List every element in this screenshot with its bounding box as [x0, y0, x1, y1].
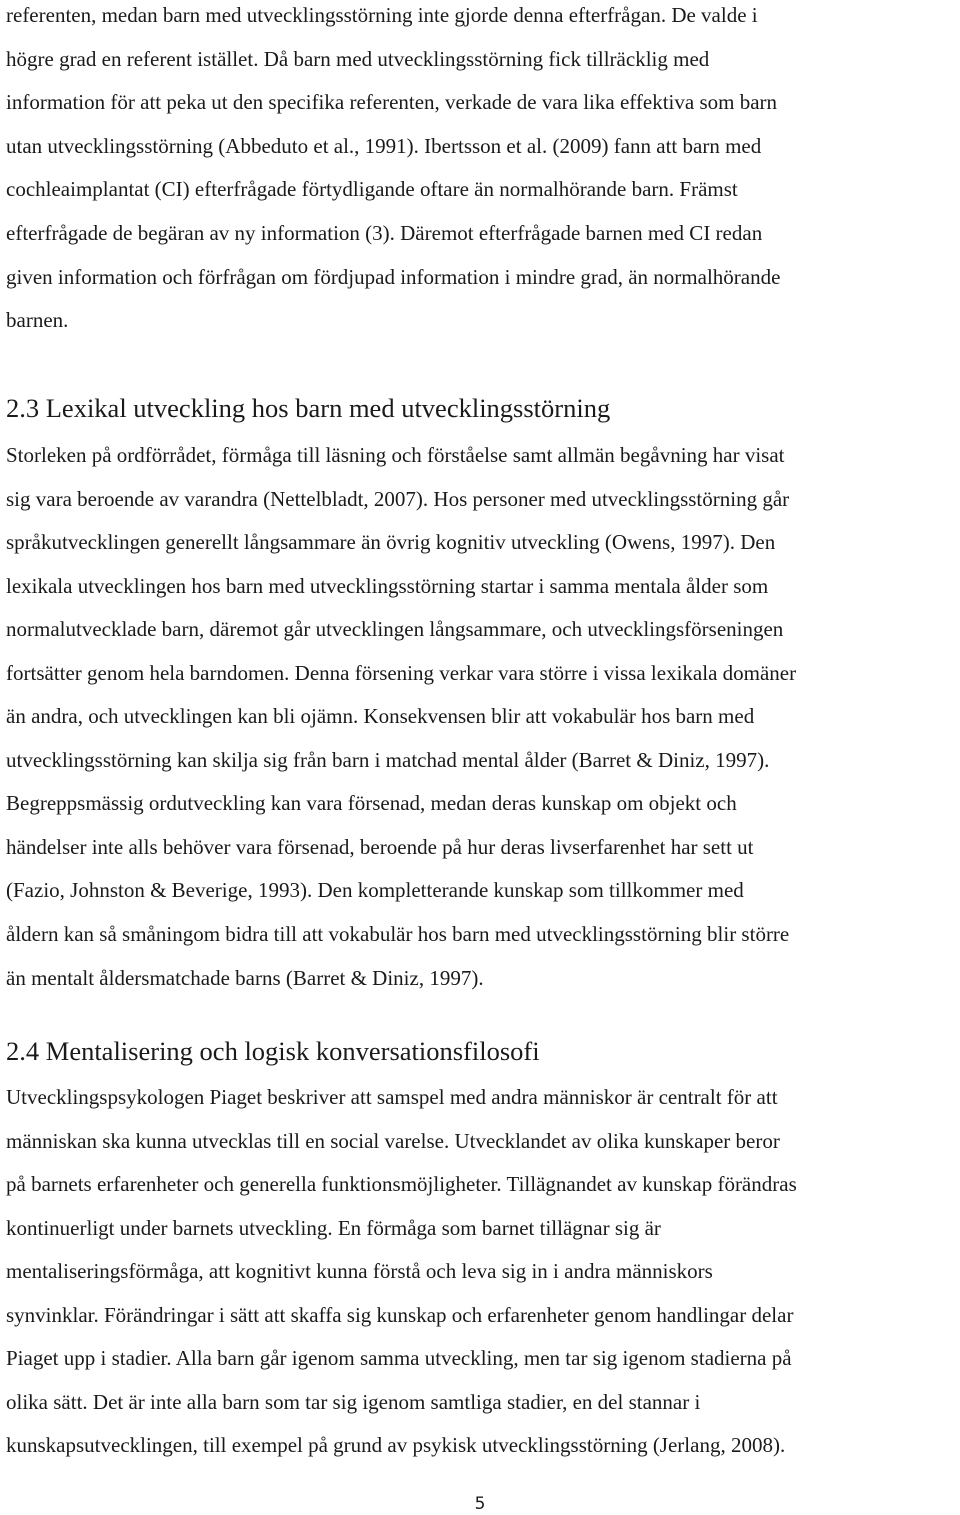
text-line: olika sätt. Det är inte alla barn som tar sig igenom samtliga stadier, en del stannar i: [6, 1389, 701, 1414]
text-line: åldern kan så småningom bidra till att vokabulär hos barn med utvecklingsstörning blir större: [6, 922, 790, 947]
text-line: mentaliseringsförmåga, att kognitivt kunna förstå och leva sig in i andra människors: [6, 1259, 713, 1284]
page-number: 5: [474, 1494, 486, 1514]
text-line: kontinuerligt under barnets utveckling. En förmåga som barnet tillägnar sig är: [6, 1215, 661, 1240]
text-line: Piaget upp i stadier. Alla barn går igenom samma utveckling, men tar sig igenom stadierna på: [6, 1346, 792, 1371]
text-line: än mentalt åldersmatchade barns (Barret & Diniz, 1997).: [6, 965, 484, 990]
text-line: Utvecklingspsykologen Piaget beskriver att samspel med andra människor är centralt för att: [6, 1085, 778, 1109]
text-line: utan utvecklingsstörning (Abbeduto et al., 1991). Ibertsson et al. (2009) fann att barn med: [6, 133, 762, 158]
text-line: referenten, medan barn med utvecklingsstörning inte gjorde denna efterfrågan. De valde i: [6, 3, 758, 27]
text-line: sig vara beroende av varandra (Nettelbladt, 2007). Hos personer med utvecklingsstörning går: [6, 486, 790, 511]
text-line: normalutvecklade barn, däremot går utvecklingen långsammare, och utvecklingsförseningen: [6, 617, 784, 642]
paragraph-continued: [6, 0, 956, 343]
text-line: lexikala utvecklingen hos barn med utvecklingsstörning startar i samma mentala ålder som: [6, 573, 769, 598]
text-line: given information och förfrågan om fördjupad information i mindre grad, än normalhörande: [6, 264, 781, 289]
section-heading-2-4: 2.4 Mentalisering och logisk konversationsfilosofi: [6, 1036, 540, 1066]
section-heading-2-3: 2.3 Lexikal utveckling hos barn med utvecklingsstörning: [6, 393, 611, 423]
text-line: händelser inte alls behöver vara försenad, beroende på hur deras livserfarenhet har sett ut: [6, 834, 754, 859]
text-line: än andra, och utvecklingen kan bli ojämn. Konsekvensen blir att vokabulär hos barn med: [6, 704, 755, 729]
text-line: språkutvecklingen generellt långsammare än övrig kognitiv utveckling (Owens, 1997). Den: [6, 530, 776, 555]
text-line: information för att peka ut den specifika referenten, verkade de vara lika effektiva som barn: [6, 90, 778, 115]
text-line: synvinklar. Förändringar i sätt att skaffa sig kunskap och erfarenheter genom handlingar delar: [6, 1302, 794, 1327]
section-2-4-paragraph: [6, 1076, 956, 1468]
text-line: cochleaimplantat (CI) efterfrågade förtydligande oftare än normalhörande barn. Främst: [6, 177, 738, 202]
text-line: utvecklingsstörning kan skilja sig från barn i matchad mental ålder (Barret & Diniz, 1997).: [6, 747, 770, 772]
text-line: kunskapsutvecklingen, till exempel på grund av psykisk utvecklingsstörning (Jerlang, 2008).: [6, 1433, 786, 1458]
text-line: människan ska kunna utvecklas till en social varelse. Utvecklandet av olika kunskaper beror: [6, 1128, 780, 1153]
text-line: efterfrågade de begäran av ny information (3). Däremot efterfrågade barnen med CI redan: [6, 220, 763, 245]
text-line: Begreppsmässig ordutveckling kan vara försenad, medan deras kunskap om objekt och: [6, 791, 737, 816]
text-line: på barnets erfarenheter och generella funktionsmöjligheter. Tillägnandet av kunskap förändras: [6, 1172, 797, 1197]
text-line: (Fazio, Johnston & Beverige, 1993). Den kompletterande kunskap som tillkommer med: [6, 878, 744, 903]
text-line: Storleken på ordförrådet, förmåga till läsning och förståelse samt allmän begåvning har visat: [6, 443, 785, 467]
text-line: fortsätter genom hela barndomen. Denna försening verkar vara större i vissa lexikala domäner: [6, 660, 797, 685]
section-2-3-paragraph: [6, 434, 956, 1000]
text-line: barnen.: [6, 308, 69, 333]
text-line: högre grad en referent istället. Då barn med utvecklingsstörning fick tillräcklig med: [6, 46, 710, 71]
